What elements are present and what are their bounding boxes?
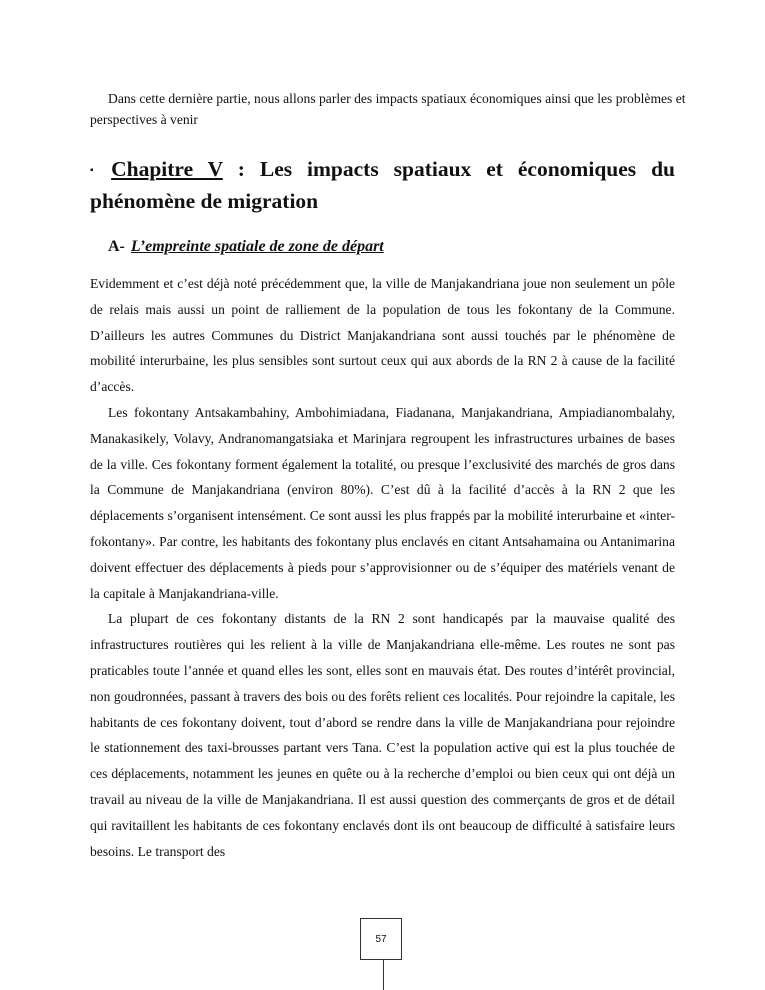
- section-letter: A-: [108, 238, 125, 255]
- intro-text: Dans cette dernière partie, nous allons parler des impacts spatiaux économiques ainsi que les problèmes et perspectives à venir: [90, 91, 686, 127]
- section-title: L’empreinte spatiale de zone de départ: [130, 238, 384, 255]
- chapter-label: Chapitre V: [111, 157, 223, 181]
- paragraph: Les fokontany Antsakambahiny, Ambohimiadana, Fiadanana, Manjakandriana, Ampiadianombalahy, Manakasikely, Volavy, Andranomangatsiaka et Marinjara regroupent les infrastructures urbaines de bases de la ville. Ces fokontany forment également la totalité, ou presque l’exclusivité des marchés de gros dans la Commune de Manjakandriana (environ 80%). C’est dû à la facilité d’accès à la RN 2 que les déplacements s’organisent intensément. Ce sont aussi les plus frappés par la mobilité interurbaine et «inter-fokontany». Par contre, les habitants des fokontany plus enclavés en citant Antsahamaina ou Antanimarina doivent effectuer des déplacements à pieds pour s’approvisionner ou de s’équiper des matériels venant de la capitale à Manjakandriana-ville.: [90, 404, 675, 601]
- paragraph: Evidemment et c’est déjà noté précédemment que, la ville de Manjakandriana joue non seulement un pôle de relais mais aussi un point de ralliement de la population de tous les fokontany de la Commune. D’ailleurs les autres Communes du District Manjakandriana sont aussi touchés par le phénomène de mobilité interurbaine, les plus sensibles sont surtout ceux qui aux abords de la RN 2 à cause de la facilité d’accès.: [90, 276, 675, 395]
- section-heading: [108, 236, 384, 258]
- page-number-connector: [383, 960, 384, 990]
- paragraph: La plupart de ces fokontany distants de la RN 2 sont handicapés par la mauvaise qualité des infrastructures routières qui les relient à la ville de Manjakandriana elle-même. Les routes ne sont pas praticables toute l’année et quand elles les sont, elles sont en mauvais état. Des routes d’intérêt provincial, non goudronnées, passant à travers des bois ou des forêts relient ces localités. Pour rejoindre la capitale, les habitants de ces fokontany doivent, tout d’abord se rendre dans la ville de Manjakandriana pour rejoindre le stationnement des taxi-brousses partant vers Tana. C’est la population active qui est la plus touchée de ces déplacements, notamment les jeunes en quête ou à la recherche d’emploi ou bien ceux qui ont déjà un travail au niveau de la ville de Manjakandriana. Il est aussi question des commerçants de gros et de détail qui ravitaillent les habitants de ces fokontany enclavés dont ils ont beaucoup de difficulté à satisfaire leurs besoins. Le transport des: [90, 611, 675, 859]
- page-number: 57: [360, 918, 402, 960]
- chapter-title: : Les impacts spatiaux et économiques du phénomène de migration: [90, 157, 675, 214]
- intro-paragraph: [90, 88, 740, 130]
- body-text: [90, 271, 675, 864]
- chapter-heading: [90, 154, 675, 216]
- bullet-icon: ▪: [90, 165, 104, 177]
